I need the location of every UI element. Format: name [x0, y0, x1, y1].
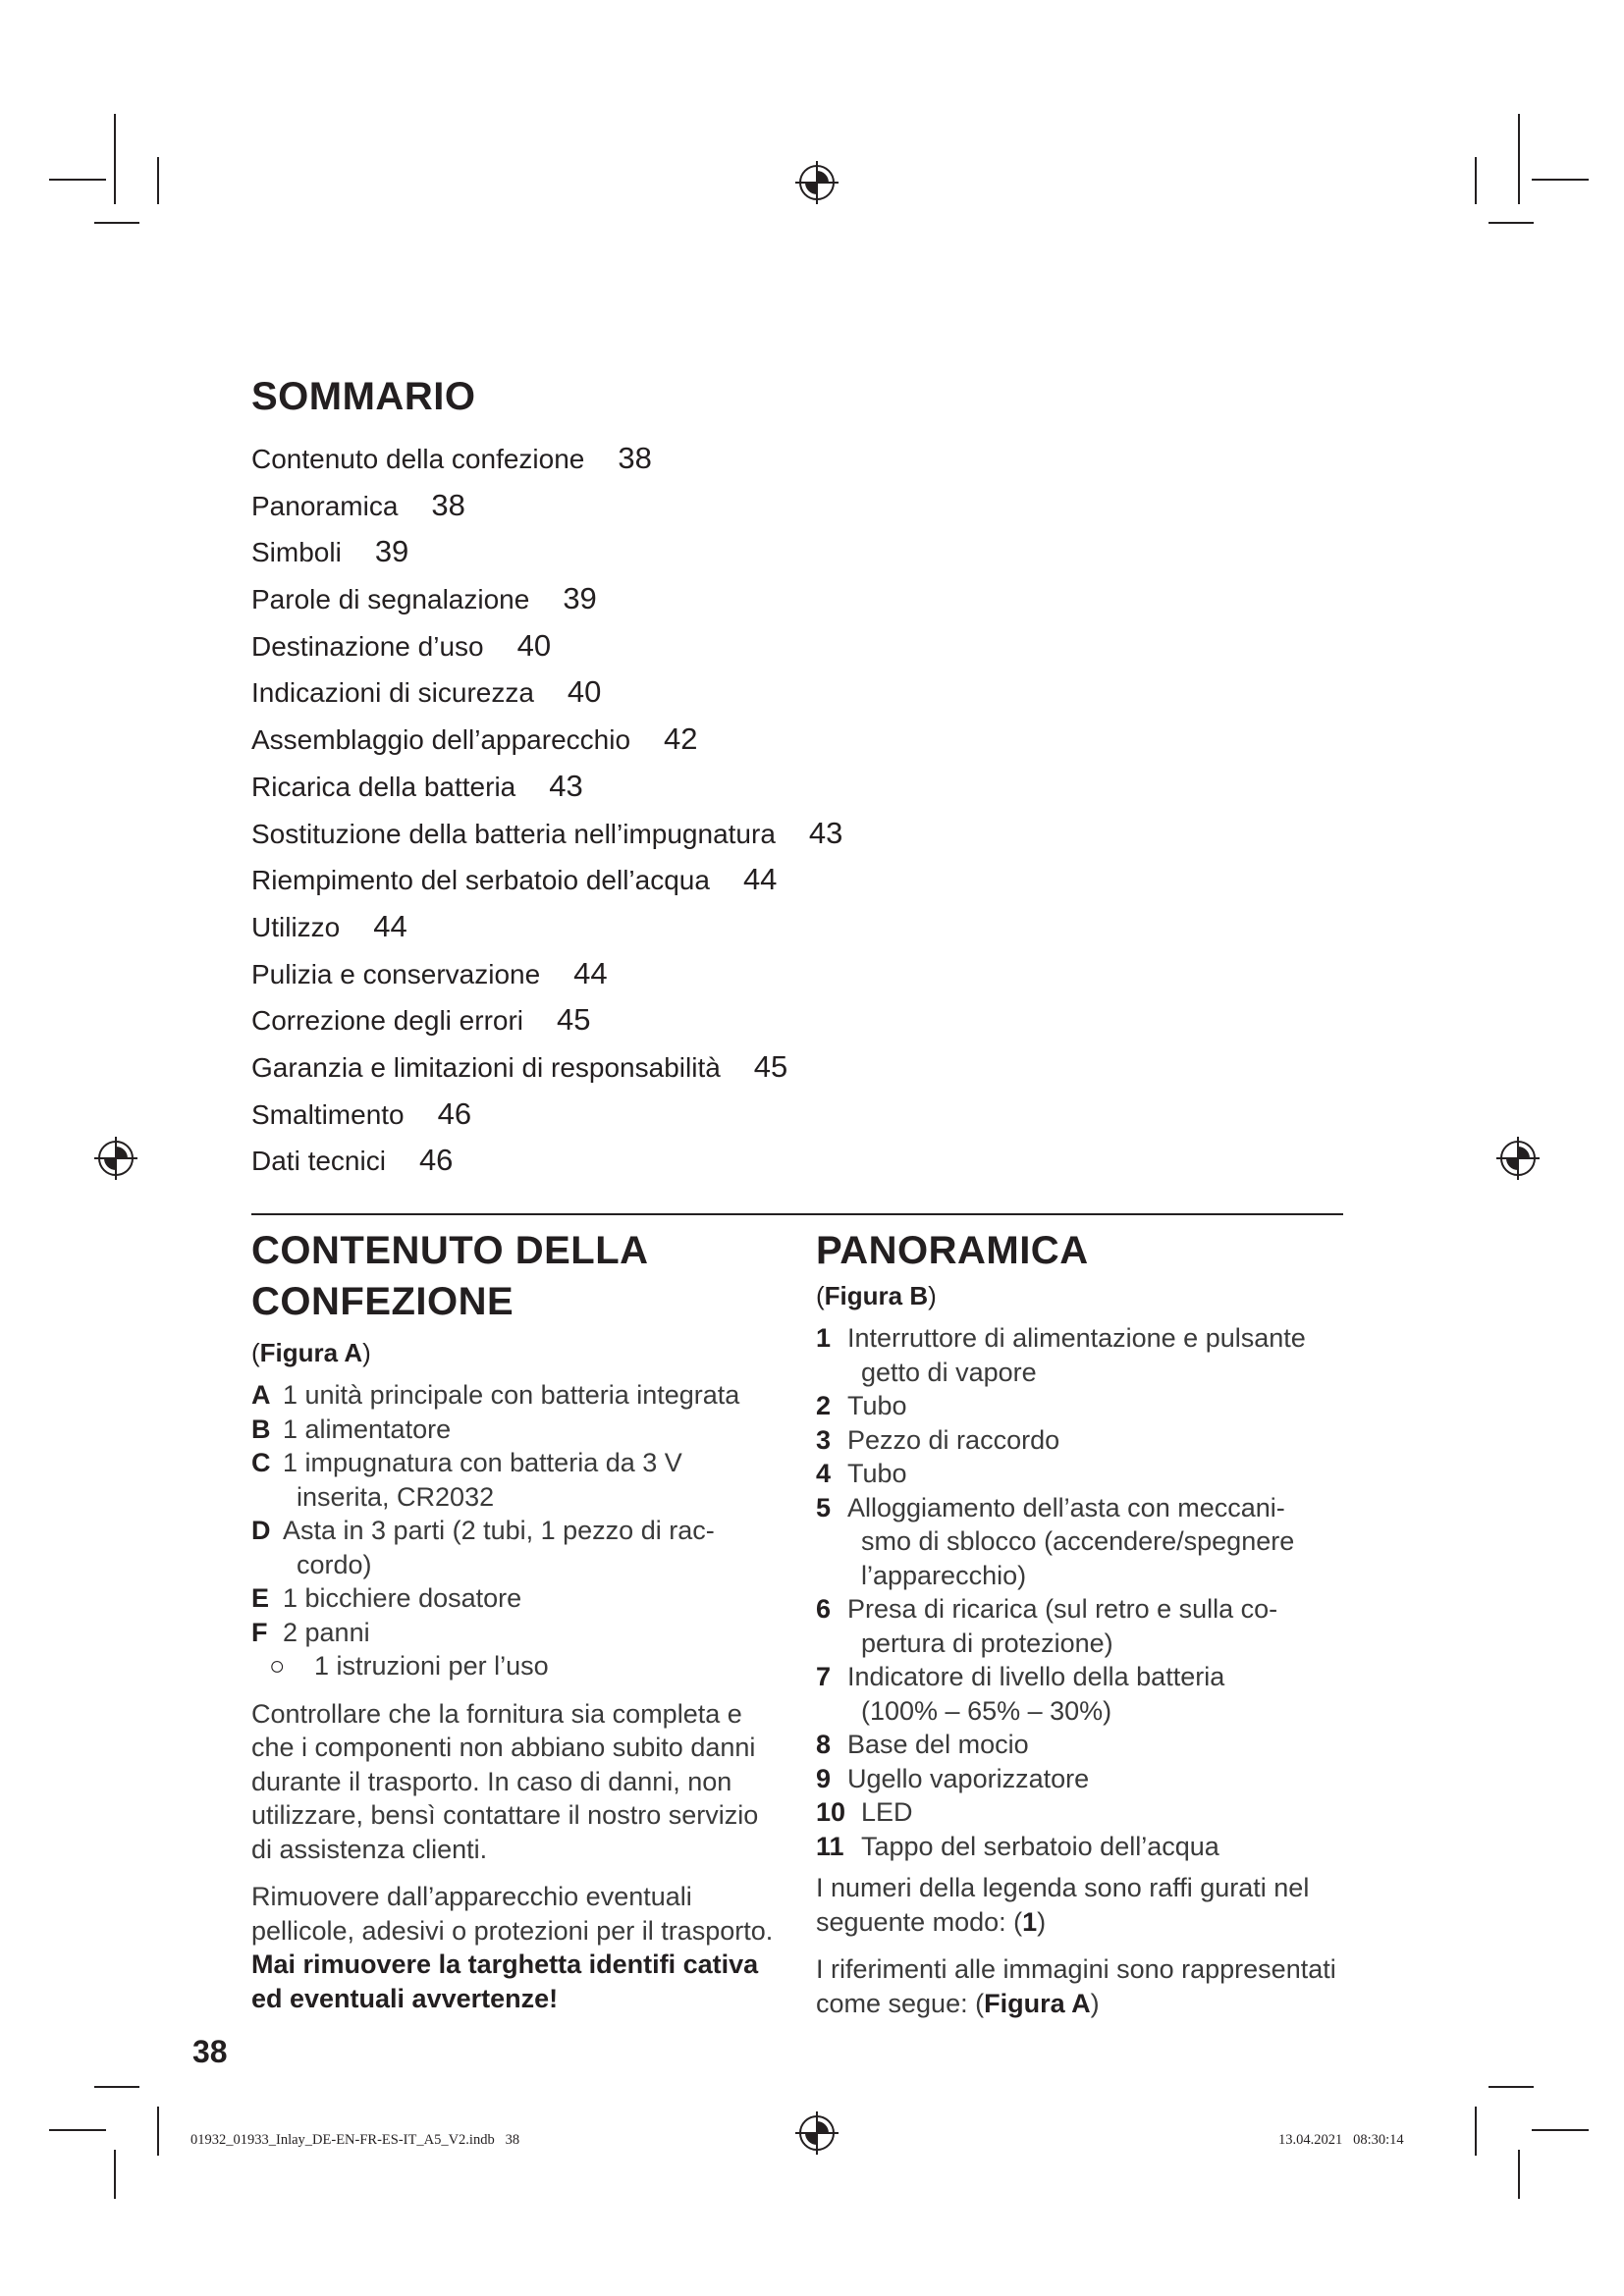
contents-check-paragraph: Controllare che la fornitura sia completa e che i componenti non abbiano subito danni durante il trasporto. In caso di danni, non utilizzare, bensì contattare il nostro servizio di assistenza clienti. [251, 1698, 759, 1864]
toc-item[interactable] [251, 624, 842, 671]
list-item: 11 Tappo del serbatoio dell’acqua [816, 1830, 1346, 1864]
overview-title: PANORAMICA [816, 1229, 1089, 1272]
toc-item-page: 42 [664, 721, 698, 757]
toc-item-label: Correzione degli errori [251, 1005, 524, 1037]
toc-item-page: 45 [753, 1048, 788, 1084]
toc-item[interactable] [251, 577, 842, 624]
crop-mark [1489, 222, 1534, 224]
toc-item-label: Contenuto della confezione [251, 444, 585, 474]
print-slug-file: 01932_01933_Inlay_DE-EN-FR-ES-IT_A5_V2.indb 38 [190, 2132, 520, 2148]
list-item: F 2 panni [251, 1616, 782, 1650]
item-key: 6 [816, 1594, 832, 1624]
toc-item[interactable] [251, 1093, 842, 1140]
toc-item-page: 40 [567, 674, 602, 710]
crop-mark [1475, 2107, 1477, 2156]
contents-title [251, 1225, 782, 1327]
toc-item[interactable] [251, 765, 842, 812]
list-item: 2 Tubo [816, 1389, 1346, 1423]
crop-mark [94, 2086, 139, 2088]
toc-item-page: 39 [374, 534, 409, 569]
toc-item[interactable] [251, 530, 842, 577]
figure-label: Figura B [824, 1281, 929, 1310]
item-key: 5 [816, 1492, 832, 1522]
toc-item-page: 40 [516, 627, 552, 663]
item-key: 3 [816, 1424, 832, 1455]
toc-item-label: Utilizzo [251, 911, 341, 942]
toc-title: SOMMARIO [251, 375, 476, 418]
contents-figure-ref: (Figura A) [251, 1338, 371, 1367]
item-key: E [251, 1583, 270, 1613]
list-item: 4 Tubo [816, 1457, 1346, 1491]
crop-mark [1475, 157, 1477, 204]
item-key: 11 [816, 1831, 844, 1861]
toc-item-label: Indicazioni di sicurezza [251, 677, 534, 709]
print-slug-timestamp: 13.04.2021 08:30:14 [1278, 2132, 1404, 2148]
registration-mark-icon [795, 2111, 839, 2155]
contents-remove-paragraph: Rimuovere dall’apparecchio eventuali pellicole, adesivi o protezioni per il trasporto. Mai rimuovere la targhetta identifi cativa ed eventuali avvertenze! [251, 1882, 774, 2013]
toc-item-label: Ricarica della batteria [251, 771, 516, 802]
item-key: 7 [816, 1662, 832, 1691]
toc-item[interactable] [251, 998, 842, 1045]
crop-mark [1532, 179, 1589, 181]
contents-title-line1: CONTENUTO DELLA [251, 1229, 649, 1272]
toc-item[interactable] [251, 670, 842, 718]
contents-section [251, 1225, 782, 2015]
toc-item-page: 38 [431, 487, 465, 522]
crop-mark [49, 2129, 106, 2131]
contents-title-line2: CONFEZIONE [251, 1280, 514, 1323]
warning-text: Mai rimuovere la targhetta identifi cativa ed eventuali avvertenze! [251, 1949, 759, 2013]
registration-mark-icon [795, 161, 839, 204]
toc-item-label: Riempimento del serbatoio dell’acqua [251, 865, 710, 896]
toc-item[interactable] [251, 437, 842, 484]
reference-paragraph: I riferimenti alle immagini sono rappresentati come segue: (Figura A) [816, 1954, 1336, 2018]
toc-item-page: 43 [549, 768, 583, 803]
list-item: 3 Pezzo di raccordo [816, 1423, 1346, 1458]
crop-mark [49, 179, 106, 181]
toc-item-label: Dati tecnici [251, 1146, 386, 1177]
toc-item-page: 44 [373, 908, 407, 943]
toc-item[interactable] [251, 952, 842, 999]
list-item: D Asta in 3 parti (2 tubi, 1 pezzo di rac- cordo) [251, 1516, 715, 1579]
list-item: E 1 bicchiere dosatore [251, 1581, 782, 1616]
toc-item-label: Garanzia e limitazioni di responsabilità [251, 1051, 721, 1083]
contents-list [251, 1378, 782, 1683]
legend-example: 1 [1022, 1906, 1038, 1937]
item-key: A [251, 1380, 271, 1410]
toc-item-label: Pulizia e conservazione [251, 958, 541, 989]
list-item: 10 LED [816, 1795, 1346, 1830]
toc-item-page: 44 [573, 955, 608, 990]
figure-label: Figura A [259, 1338, 363, 1367]
registration-mark-icon [94, 1137, 137, 1180]
toc-item[interactable] [251, 905, 842, 952]
toc-list [251, 437, 842, 1186]
item-key: C [251, 1448, 271, 1477]
toc-item-page: 43 [808, 815, 843, 850]
toc-item-label: Destinazione d’uso [251, 630, 484, 662]
toc-item-page: 38 [618, 441, 652, 475]
crop-mark [1532, 2129, 1589, 2131]
crop-mark [1518, 114, 1520, 204]
crop-mark [1489, 2086, 1534, 2088]
list-item: B 1 alimentatore [251, 1413, 782, 1447]
toc-item[interactable] [251, 858, 842, 905]
crop-mark [157, 2107, 159, 2156]
toc-item[interactable] [251, 1045, 842, 1093]
item-key: 9 [816, 1763, 832, 1793]
item-key: D [251, 1516, 271, 1545]
toc-item-page: 44 [742, 862, 778, 897]
toc-item[interactable] [251, 812, 842, 859]
toc-item-label: Smaltimento [251, 1098, 405, 1130]
reference-example: Figura A [984, 1988, 1091, 2018]
item-key: F [251, 1617, 268, 1647]
item-key: 1 [816, 1323, 832, 1353]
list-item: 9 Ugello vaporizzatore [816, 1762, 1346, 1796]
overview-section [816, 1225, 1346, 2020]
crop-mark [94, 222, 139, 224]
toc-item-page: 45 [557, 1002, 591, 1038]
circle-bullet-icon: ○ [269, 1651, 286, 1681]
item-key: 4 [816, 1459, 832, 1488]
list-item: 5 Alloggiamento dell’asta con meccani- smo di sblocco (accendere/spegnere l’apparecchio) [816, 1492, 1295, 1590]
toc-item-label: Simboli [251, 537, 342, 568]
list-item: ○ 1 istruzioni per l’uso [251, 1649, 782, 1683]
toc-item-page: 39 [563, 581, 597, 616]
toc-item[interactable] [251, 718, 842, 765]
crop-mark [157, 157, 159, 204]
item-key: 10 [816, 1797, 846, 1827]
list-item: 8 Base del mocio [816, 1728, 1346, 1762]
overview-figure-ref: (Figura B) [816, 1281, 937, 1310]
toc-item[interactable] [251, 1139, 842, 1186]
list-item: 1 Interruttore di alimentazione e pulsante getto di vapore [816, 1323, 1306, 1387]
overview-list [816, 1321, 1346, 1863]
list-item: A 1 unità principale con batteria integrata [251, 1378, 782, 1413]
page-number: 38 [192, 2034, 228, 2069]
toc-item[interactable] [251, 484, 842, 531]
toc-item-label: Parole di segnalazione [251, 584, 530, 615]
list-item: C 1 impugnatura con batteria da 3 V inserita, CR2032 [251, 1448, 682, 1512]
crop-mark [114, 2150, 116, 2199]
legend-paragraph: I numeri della legenda sono raffi gurati nel seguente modo: (1) [816, 1873, 1310, 1937]
item-key: 2 [816, 1391, 832, 1420]
section-divider [251, 1213, 1343, 1215]
item-key: 8 [816, 1730, 832, 1759]
registration-mark-icon [1496, 1137, 1540, 1180]
crop-mark [1518, 2150, 1520, 2199]
toc-item-page: 46 [418, 1143, 454, 1178]
toc-item-label: Assemblaggio dell’apparecchio [251, 724, 631, 756]
list-item: 6 Presa di ricarica (sul retro e sulla co- pertura di protezione) [816, 1594, 1278, 1658]
crop-mark [114, 114, 116, 204]
toc-item-page: 46 [437, 1095, 472, 1131]
item-key: B [251, 1414, 271, 1444]
toc-item-label: Panoramica [251, 490, 399, 521]
list-item: 7 Indicatore di livello della batteria (100% – 65% – 30%) [816, 1662, 1225, 1726]
toc-item-label: Sostituzione della batteria nell’impugnatura [251, 818, 776, 849]
